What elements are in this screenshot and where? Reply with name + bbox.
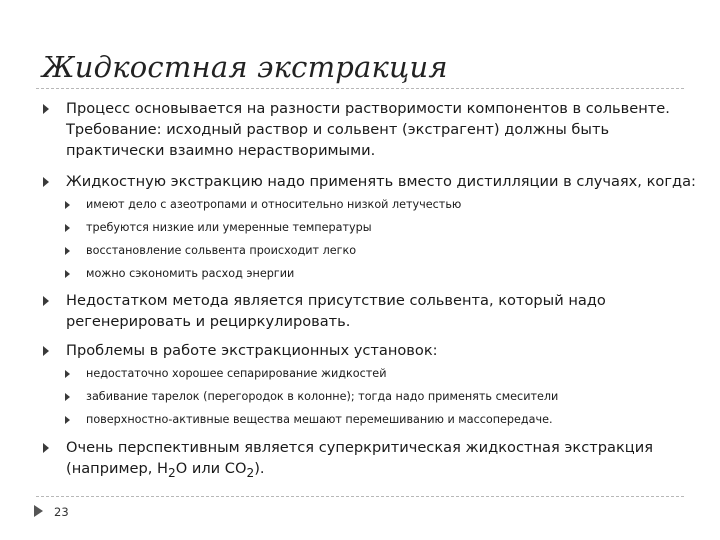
bullet-triangle-icon bbox=[42, 340, 66, 361]
sub-bullet-triangle-icon bbox=[64, 389, 86, 405]
sub-bullet-text: забивание тарелок (перегородок в колонне); тогда надо применять смесители bbox=[86, 390, 559, 403]
sub-bullet-triangle-icon bbox=[64, 266, 86, 282]
h2o-subscript: 2 bbox=[167, 465, 176, 480]
sub-bullet-triangle-icon bbox=[64, 412, 86, 428]
bullet-5-text: Очень перспективным является суперкритическая жидкостная экстракция (например, H bbox=[66, 439, 653, 477]
sub-bullet bbox=[64, 197, 704, 213]
sub-bullet-text: имеют дело с азеотропами и относительно низкой летучестью bbox=[86, 198, 462, 211]
bullet-5 bbox=[42, 437, 702, 484]
bullet-text: Процесс основывается на разности растворимости компонентов в сольвенте. Требование: исходный раствор и сольвент (экстрагент) должны быть практически взаимно нерастворимыми. bbox=[66, 100, 670, 159]
bullet-text: Проблемы в работе экстракционных установок: bbox=[66, 342, 438, 359]
bullet-triangle-icon bbox=[42, 437, 66, 484]
sub-bullet bbox=[64, 389, 704, 405]
sub-bullet bbox=[64, 243, 704, 259]
bullet-5-mid: O или CO bbox=[175, 460, 247, 477]
bullet-2 bbox=[42, 171, 702, 192]
bullet-5-end: ). bbox=[254, 460, 265, 477]
sub-bullet-triangle-icon bbox=[64, 366, 86, 382]
bullet-4 bbox=[42, 340, 702, 361]
title-divider bbox=[36, 88, 684, 89]
bullet-text: Жидкостную экстракцию надо применять вместо дистилляции в случаях, когда: bbox=[66, 173, 696, 190]
bullet-1 bbox=[42, 98, 702, 161]
co2-subscript: 2 bbox=[246, 465, 255, 480]
sub-bullet-text: недостаточно хорошее сепарирование жидкостей bbox=[86, 367, 387, 380]
sub-bullet-text: восстановление сольвента происходит легко bbox=[86, 244, 357, 257]
sub-bullet-text: можно сэкономить расход энергии bbox=[86, 267, 295, 280]
bullet-text: Недостатком метода является присутствие сольвента, который надо регенерировать и рециркулировать. bbox=[66, 292, 606, 330]
sub-bullet-text: требуются низкие или умеренные температуры bbox=[86, 221, 372, 234]
page-number: 23 bbox=[54, 505, 69, 519]
bullet-triangle-icon bbox=[42, 98, 66, 161]
slide-title: Жидкостная экстракция bbox=[42, 50, 448, 84]
sub-bullet-text: поверхностно-активные вещества мешают перемешиванию и массопередаче. bbox=[86, 413, 553, 426]
bullet-triangle-icon bbox=[42, 171, 66, 192]
sub-bullet-triangle-icon bbox=[64, 220, 86, 236]
page-marker-icon bbox=[34, 505, 43, 517]
sub-bullet-triangle-icon bbox=[64, 243, 86, 259]
sub-bullet bbox=[64, 220, 704, 236]
bullet-triangle-icon bbox=[42, 290, 66, 332]
sub-bullet bbox=[64, 366, 704, 382]
bullet-text bbox=[66, 437, 702, 484]
sub-bullet-triangle-icon bbox=[64, 197, 86, 213]
sub-bullet bbox=[64, 412, 704, 428]
footer-divider bbox=[36, 496, 684, 497]
bullet-3 bbox=[42, 290, 702, 332]
sub-bullet bbox=[64, 266, 704, 282]
